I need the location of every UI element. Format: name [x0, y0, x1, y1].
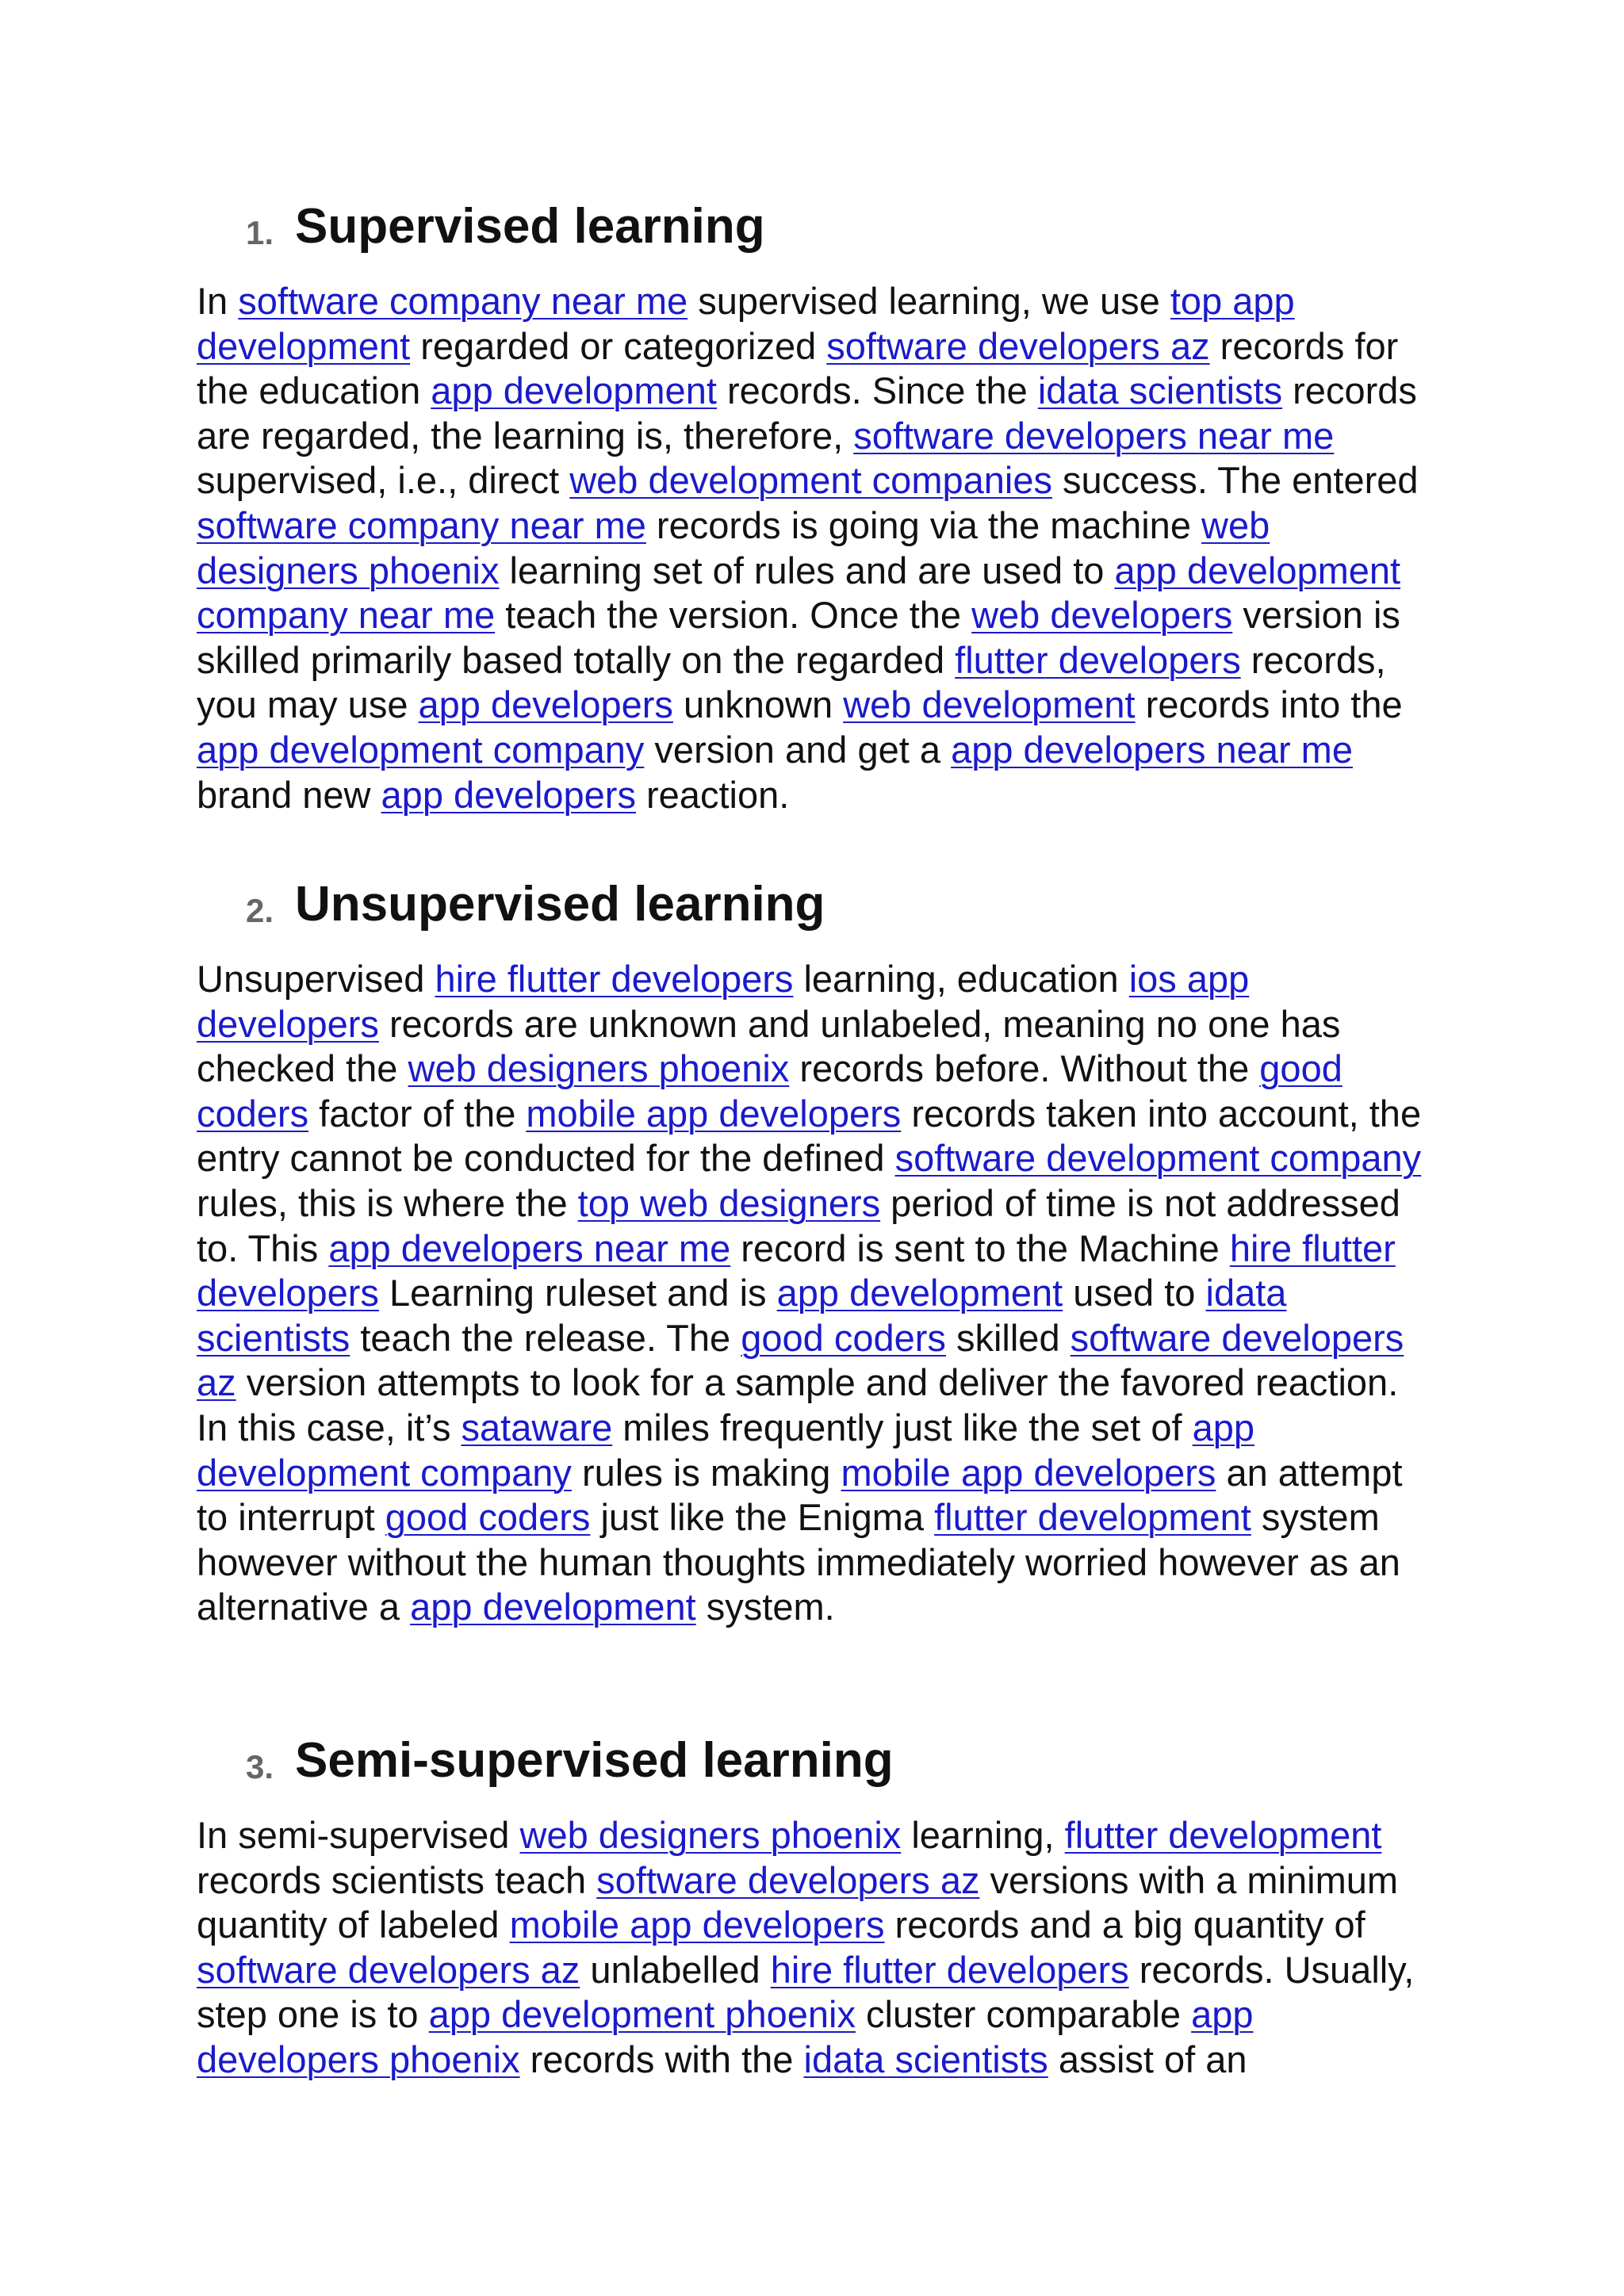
- inline-link[interactable]: good coders: [741, 1316, 946, 1359]
- inline-link[interactable]: hire flutter developers: [770, 1948, 1129, 1991]
- paragraph-text: rules is making: [571, 1451, 841, 1494]
- paragraph-text: unknown: [672, 683, 844, 726]
- paragraph-text: success. The entered: [1051, 459, 1419, 502]
- inline-link[interactable]: mobile app developers: [841, 1451, 1216, 1494]
- paragraph-text: rules, this is where the: [197, 1181, 578, 1224]
- inline-link[interactable]: flutter development: [1064, 1814, 1382, 1856]
- paragraph-text: teach the release. The: [350, 1316, 741, 1359]
- section-heading: [197, 190, 1434, 270]
- inline-link[interactable]: app development company: [197, 728, 645, 771]
- paragraph-text: records scientists teach: [197, 1858, 597, 1901]
- inline-link[interactable]: software developers az: [596, 1858, 980, 1901]
- inline-link[interactable]: app development: [776, 1272, 1063, 1314]
- paragraph-text: learning, education: [793, 958, 1129, 1000]
- paragraph-text: records. Usually, step one is to: [197, 1948, 1415, 2036]
- paragraph-text: records are regarded, the learning is, therefore,: [197, 369, 1417, 457]
- section-heading: [197, 868, 1434, 947]
- inline-link[interactable]: good coders: [197, 1047, 1342, 1135]
- paragraph-text: system.: [695, 1586, 835, 1628]
- paragraph-text: miles frequently just like the set of: [612, 1406, 1193, 1448]
- paragraph-text: records, you may use: [197, 638, 1386, 726]
- section-paragraph: [197, 1813, 1434, 2083]
- paragraph-text: unlabelled: [580, 1948, 771, 1991]
- section-title: Semi-supervised learning: [295, 1733, 894, 1788]
- section-number: 2.: [246, 892, 274, 929]
- paragraph-text: skilled: [945, 1316, 1071, 1359]
- paragraph-text: records is going via the machine: [645, 503, 1202, 546]
- paragraph-text: records with the: [519, 2038, 804, 2080]
- inline-link[interactable]: hire flutter developers: [197, 1226, 1396, 1314]
- inline-link[interactable]: hire flutter developers: [435, 958, 794, 1000]
- inline-link[interactable]: flutter developers: [955, 638, 1241, 681]
- paragraph-text: period of time is not addressed to. This: [197, 1181, 1400, 1269]
- paragraph-text: records are unknown and unlabeled, meaning no one has checked the: [197, 1002, 1341, 1090]
- inline-link[interactable]: sataware: [461, 1406, 613, 1448]
- inline-link[interactable]: web developers: [971, 594, 1233, 637]
- paragraph-text: records and a big quantity of: [884, 1904, 1365, 1946]
- inline-link[interactable]: software developers az: [197, 1948, 580, 1991]
- inline-link[interactable]: flutter development: [934, 1496, 1251, 1539]
- paragraph-text: versions with a minimum quantity of labeled: [197, 1858, 1399, 1946]
- paragraph-text: records into the: [1135, 683, 1403, 726]
- paragraph-text: In semi-supervised: [197, 1814, 520, 1856]
- inline-link[interactable]: idata scientists: [803, 2038, 1048, 2080]
- paragraph-text: just like the Enigma: [590, 1496, 935, 1539]
- inline-link[interactable]: software company near me: [238, 280, 688, 322]
- section-heading: [197, 1724, 1434, 1804]
- inline-link[interactable]: web development: [843, 683, 1136, 726]
- paragraph-text: Unsupervised: [197, 958, 435, 1000]
- inline-link[interactable]: ios app developers: [197, 958, 1250, 1045]
- inline-link[interactable]: app developers: [418, 683, 673, 726]
- paragraph-text: version and get a: [644, 728, 952, 771]
- paragraph-text: In: [197, 280, 239, 322]
- inline-link[interactable]: mobile app developers: [526, 1092, 902, 1135]
- paragraph-text: learning set of rules and are used to: [499, 549, 1115, 591]
- inline-link[interactable]: web development companies: [569, 459, 1052, 502]
- inline-link[interactable]: app development: [431, 369, 717, 412]
- paragraph-text: version attempts to look for a sample and deliver the favored reaction. In this case, it’s: [197, 1361, 1399, 1448]
- paragraph-text: learning,: [901, 1814, 1065, 1856]
- section-paragraph: [197, 279, 1434, 817]
- paragraph-text: records before. Without the: [789, 1047, 1260, 1090]
- section-paragraph: [197, 957, 1434, 1630]
- inline-link[interactable]: software developers near me: [853, 414, 1335, 457]
- inline-link[interactable]: web designers phoenix: [519, 1814, 902, 1856]
- paragraph-text: supervised learning, we use: [688, 280, 1170, 322]
- section-semi-supervised-learning: [197, 1724, 1434, 2083]
- section-supervised-learning: [197, 190, 1434, 817]
- inline-link[interactable]: web designers phoenix: [197, 503, 1270, 591]
- inline-link[interactable]: idata scientists: [197, 1272, 1287, 1359]
- inline-link[interactable]: top web designers: [577, 1181, 881, 1224]
- paragraph-text: supervised, i.e., direct: [197, 459, 570, 502]
- paragraph-text: factor of the: [308, 1092, 527, 1135]
- inline-link[interactable]: software developers az: [197, 1316, 1404, 1404]
- paragraph-text: record is sent to the Machine: [730, 1226, 1230, 1269]
- paragraph-text: used to: [1063, 1272, 1206, 1314]
- paragraph-text: teach the version. Once the: [495, 594, 972, 637]
- inline-link[interactable]: app development company: [197, 1406, 1255, 1494]
- paragraph-text: system however without the human thoughts immediately worried however as an alternative a: [197, 1496, 1400, 1628]
- section-unsupervised-learning: [197, 868, 1434, 1630]
- inline-link[interactable]: good coders: [385, 1496, 591, 1539]
- paragraph-text: regarded or categorized: [410, 324, 827, 367]
- inline-link[interactable]: mobile app developers: [509, 1904, 885, 1946]
- paragraph-text: brand new: [197, 773, 381, 816]
- section-title: Unsupervised learning: [295, 877, 825, 932]
- inline-link[interactable]: app developers phoenix: [197, 1993, 1254, 2080]
- inline-link[interactable]: app developers near me: [951, 728, 1353, 771]
- inline-link[interactable]: web designers phoenix: [408, 1047, 790, 1090]
- inline-link[interactable]: app development company near me: [197, 549, 1401, 637]
- section-number: 3.: [246, 1748, 274, 1785]
- paragraph-text: records for the education: [197, 324, 1399, 412]
- section-title: Supervised learning: [295, 199, 765, 254]
- inline-link[interactable]: app developers: [381, 773, 636, 816]
- inline-link[interactable]: software development company: [894, 1137, 1422, 1180]
- paragraph-text: assist of an: [1048, 2038, 1247, 2080]
- paragraph-text: reaction.: [635, 773, 790, 816]
- paragraph-text: an attempt to interrupt: [197, 1451, 1403, 1539]
- paragraph-text: Learning ruleset and is: [378, 1272, 777, 1314]
- paragraph-text: version is skilled primarily based totally on the regarded: [197, 594, 1400, 681]
- inline-link[interactable]: software company near me: [197, 503, 646, 546]
- paragraph-text: records. Since the: [716, 369, 1038, 412]
- paragraph-text: cluster comparable: [855, 1993, 1192, 2036]
- section-number: 1.: [246, 214, 274, 251]
- paragraph-text: records taken into account, the entry cannot be conducted for the defined: [197, 1092, 1422, 1180]
- inline-link[interactable]: idata scientists: [1037, 369, 1283, 412]
- inline-link[interactable]: app development: [410, 1586, 696, 1628]
- inline-link[interactable]: software developers az: [826, 324, 1210, 367]
- inline-link[interactable]: app development phoenix: [428, 1993, 856, 2036]
- inline-link[interactable]: top app development: [197, 280, 1295, 367]
- inline-link[interactable]: app developers near me: [328, 1226, 731, 1269]
